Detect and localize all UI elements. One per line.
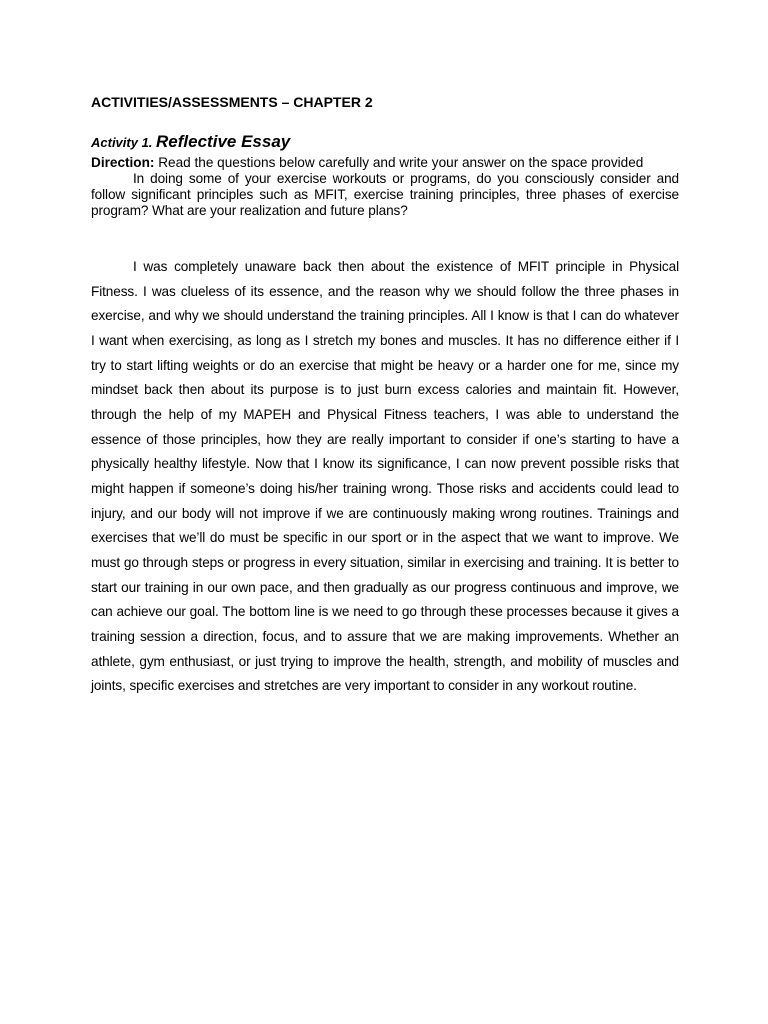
chapter-heading: ACTIVITIES/ASSESSMENTS – CHAPTER 2 (91, 94, 373, 110)
direction-label: Direction: (91, 155, 155, 170)
activity-title: Reflective Essay (156, 132, 291, 151)
essay-body: I was completely unaware back then about the existence of MFIT principle in Physical Fitness. I was clueless of its essence, and the reason why we should follow the three phases in exercise, and why we should understand the training principles. All I know is that I can do whatever I want when exercising, as long as I stretch my bones and muscles. It has no difference either if I try to start lifting weights or do an exercise that might be heavy or a harder one for me, since my mindset back then about its purpose is to just burn excess calories and maintain fit. However, through the help of my MAPEH and Physical Fitness teachers, I was able to understand the essence of those principles, how they are really important to consider if one’s starting to have a physically healthy lifestyle. Now that I know its significance, I can now prevent possible risks that might happen if someone’s doing his/her training wrong. Those risks and accidents could lead to injury, and our body will not improve if we are continuously making wrong routines. Trainings and exercises that we’ll do must be specific in our sport or in the aspect that we want to improve. We must go through steps or progress in every situation, similar in exercising and training. It is better to start our training in our own pace, and then gradually as our progress continuous and improve, we can achieve our goal. The bottom line is we need to go through these processes because it gives a training session a direction, focus, and to assure that we are making improvements. Whether an athlete, gym enthusiast, or just trying to improve the health, strength, and mobility of muscles and joints, specific exercises and stretches are very important to consider in any workout routine. (91, 259, 679, 694)
activity-number: Activity 1. (91, 135, 157, 150)
activity-title-line (91, 132, 290, 152)
essay-question: In doing some of your exercise workouts or programs, do you consciously consider and follow significant principles such as MFIT, exercise training principles, three phases of exercise program? What are your realization and future plans? (91, 171, 679, 218)
direction-paragraph (91, 155, 681, 171)
direction-text: Read the questions below carefully and write your answer on the space provided (154, 155, 644, 170)
direction-line (91, 155, 681, 171)
